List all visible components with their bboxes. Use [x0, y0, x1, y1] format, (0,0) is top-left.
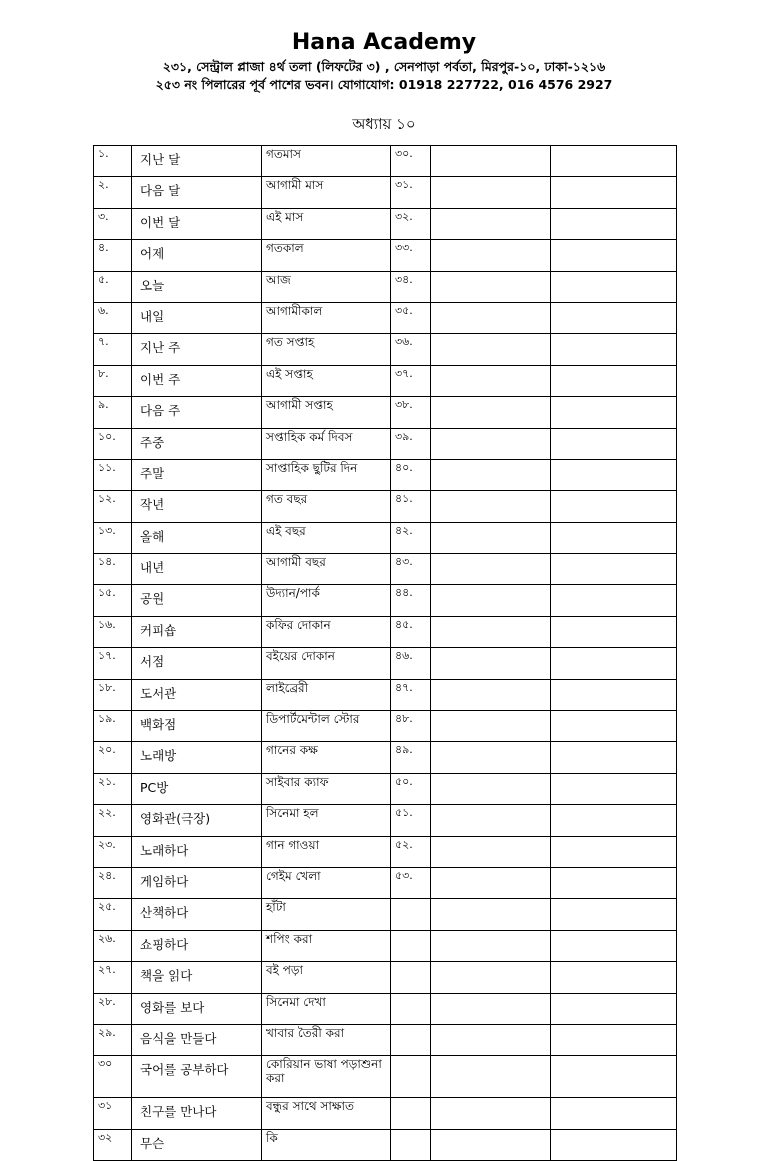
bengali-meaning: আগামী মাস	[262, 177, 391, 208]
blank-korean-cell	[431, 334, 551, 365]
blank-bengali-cell	[551, 1129, 677, 1160]
bengali-meaning: কি	[262, 1129, 391, 1160]
row-number-right: ৪৭.	[391, 679, 431, 710]
row-number: ৯.	[94, 397, 132, 428]
table-row	[94, 459, 677, 490]
korean-word: 도서관	[132, 679, 262, 710]
korean-word: 게임하다	[132, 867, 262, 898]
blank-korean-cell	[431, 1098, 551, 1129]
row-number: ৩২	[94, 1129, 132, 1160]
row-number: ২৭.	[94, 962, 132, 993]
korean-word: 백화점	[132, 711, 262, 742]
blank-korean-cell	[431, 742, 551, 773]
table-row	[94, 742, 677, 773]
table-row	[94, 930, 677, 961]
blank-korean-cell	[431, 993, 551, 1024]
row-number: ৮.	[94, 365, 132, 396]
blank-korean-cell	[431, 899, 551, 930]
row-number-right	[391, 899, 431, 930]
blank-bengali-cell	[551, 648, 677, 679]
korean-word: PC방	[132, 773, 262, 804]
blank-bengali-cell	[551, 962, 677, 993]
row-number-right	[391, 993, 431, 1024]
blank-bengali-cell	[551, 773, 677, 804]
row-number-right	[391, 930, 431, 961]
row-number: ১৫.	[94, 585, 132, 616]
row-number: ২৪.	[94, 867, 132, 898]
table-row	[94, 1129, 677, 1160]
korean-word: 노래하다	[132, 836, 262, 867]
row-number: ৩.	[94, 208, 132, 239]
row-number-right: ৩১.	[391, 177, 431, 208]
row-number: ১০.	[94, 428, 132, 459]
row-number: ১৪.	[94, 554, 132, 585]
bengali-meaning: আগামী সপ্তাহ	[262, 397, 391, 428]
table-row	[94, 365, 677, 396]
row-number-right: ৪০.	[391, 459, 431, 490]
row-number: ৫.	[94, 271, 132, 302]
row-number: ২৮.	[94, 993, 132, 1024]
korean-word: 주중	[132, 428, 262, 459]
blank-bengali-cell	[551, 742, 677, 773]
blank-bengali-cell	[551, 334, 677, 365]
bengali-meaning: খাবার তৈরী করা	[262, 1024, 391, 1055]
korean-word: 쇼핑하다	[132, 930, 262, 961]
blank-bengali-cell	[551, 1024, 677, 1055]
bengali-meaning: গতমাস	[262, 146, 391, 177]
blank-bengali-cell	[551, 208, 677, 239]
bengali-meaning: গত সপ্তাহ	[262, 334, 391, 365]
blank-korean-cell	[431, 302, 551, 333]
row-number-right: ৫৩.	[391, 867, 431, 898]
korean-word: 어제	[132, 240, 262, 271]
table-row	[94, 1024, 677, 1055]
row-number-right	[391, 1024, 431, 1055]
row-number-right: ৪৪.	[391, 585, 431, 616]
blank-korean-cell	[431, 962, 551, 993]
row-number: ৩০	[94, 1056, 132, 1098]
bengali-meaning: গানের কক্ষ	[262, 742, 391, 773]
blank-korean-cell	[431, 554, 551, 585]
row-number: ১৮.	[94, 679, 132, 710]
blank-korean-cell	[431, 208, 551, 239]
bengali-meaning: গান গাওয়া	[262, 836, 391, 867]
bengali-meaning: আজ	[262, 271, 391, 302]
table-row	[94, 554, 677, 585]
table-row	[94, 271, 677, 302]
table-row	[94, 491, 677, 522]
row-number-right: ৪৯.	[391, 742, 431, 773]
blank-korean-cell	[431, 773, 551, 804]
korean-word: 친구를 만나다	[132, 1098, 262, 1129]
row-number-right: ৩৯.	[391, 428, 431, 459]
blank-korean-cell	[431, 585, 551, 616]
address-line-1: ২৩১, সেন্ট্রাল প্লাজা ৪র্থ তলা (লিফটের ৩) , সেনপাড়া পর্বতা, মিরপুর-১০, ঢাকা-১২১৬	[162, 59, 606, 74]
table-row	[94, 773, 677, 804]
blank-bengali-cell	[551, 365, 677, 396]
row-number: ১.	[94, 146, 132, 177]
blank-korean-cell	[431, 240, 551, 271]
row-number-right: ৫১.	[391, 805, 431, 836]
blank-korean-cell	[431, 365, 551, 396]
row-number-right: ৫২.	[391, 836, 431, 867]
korean-word: 무슨	[132, 1129, 262, 1160]
row-number: ৪.	[94, 240, 132, 271]
bengali-meaning: এই বছর	[262, 522, 391, 553]
bengali-meaning: গেইম খেলা	[262, 867, 391, 898]
korean-word: 음식을 만들다	[132, 1024, 262, 1055]
blank-bengali-cell	[551, 930, 677, 961]
blank-korean-cell	[431, 459, 551, 490]
table-row	[94, 334, 677, 365]
row-number: ১৭.	[94, 648, 132, 679]
bengali-meaning: বন্ধুর সাথে সাক্ষাত	[262, 1098, 391, 1129]
blank-korean-cell	[431, 805, 551, 836]
table-row	[94, 679, 677, 710]
row-number: ১২.	[94, 491, 132, 522]
row-number-right	[391, 1129, 431, 1160]
blank-bengali-cell	[551, 899, 677, 930]
korean-word: 다음 달	[132, 177, 262, 208]
blank-korean-cell	[431, 1129, 551, 1160]
blank-bengali-cell	[551, 679, 677, 710]
blank-korean-cell	[431, 867, 551, 898]
bengali-meaning: এই মাস	[262, 208, 391, 239]
row-number-right: ৪৫.	[391, 616, 431, 647]
row-number: ২০.	[94, 742, 132, 773]
vocabulary-table	[93, 145, 677, 1161]
blank-bengali-cell	[551, 146, 677, 177]
blank-bengali-cell	[551, 1056, 677, 1098]
row-number-right: ৪৬.	[391, 648, 431, 679]
korean-word: 공원	[132, 585, 262, 616]
korean-word: 지난 달	[132, 146, 262, 177]
korean-word: 영화관(극장)	[132, 805, 262, 836]
blank-bengali-cell	[551, 240, 677, 271]
row-number-right: ৩২.	[391, 208, 431, 239]
row-number-right: ৩৮.	[391, 397, 431, 428]
korean-word: 올해	[132, 522, 262, 553]
blank-bengali-cell	[551, 459, 677, 490]
row-number: ১৩.	[94, 522, 132, 553]
bengali-meaning: আগামীকাল	[262, 302, 391, 333]
blank-bengali-cell	[551, 302, 677, 333]
blank-korean-cell	[431, 522, 551, 553]
table-row	[94, 899, 677, 930]
row-number: ২৫.	[94, 899, 132, 930]
bengali-meaning: সপ্তাহিক কর্ম দিবস	[262, 428, 391, 459]
korean-word: 이번 달	[132, 208, 262, 239]
korean-word: 영화를 보다	[132, 993, 262, 1024]
korean-word: 커피숍	[132, 616, 262, 647]
row-number-right: ৩০.	[391, 146, 431, 177]
bengali-meaning: সাইবার ক্যাফ	[262, 773, 391, 804]
bengali-meaning: কফির দোকান	[262, 616, 391, 647]
bengali-meaning: সিনেমা হল	[262, 805, 391, 836]
korean-word: 이번 주	[132, 365, 262, 396]
table-row	[94, 993, 677, 1024]
korean-word: 노래방	[132, 742, 262, 773]
row-number-right	[391, 962, 431, 993]
bengali-meaning: ডিপার্টমেন্টাল স্টোর	[262, 711, 391, 742]
vocabulary-table-body	[94, 146, 677, 1161]
blank-bengali-cell	[551, 522, 677, 553]
korean-word: 지난 주	[132, 334, 262, 365]
page-header	[0, 28, 768, 94]
blank-bengali-cell	[551, 271, 677, 302]
table-row	[94, 711, 677, 742]
bengali-meaning: উদ্যান/পার্ক	[262, 585, 391, 616]
korean-word: 다음 주	[132, 397, 262, 428]
row-number-right: ৪১.	[391, 491, 431, 522]
blank-korean-cell	[431, 616, 551, 647]
row-number-right: ৩৪.	[391, 271, 431, 302]
blank-bengali-cell	[551, 585, 677, 616]
row-number-right: ৩৭.	[391, 365, 431, 396]
korean-word: 국어를 공부하다	[132, 1056, 262, 1098]
korean-word: 오늘	[132, 271, 262, 302]
table-row	[94, 805, 677, 836]
blank-korean-cell	[431, 679, 551, 710]
row-number: ৬.	[94, 302, 132, 333]
bengali-meaning: বইয়ের দোকান	[262, 648, 391, 679]
blank-bengali-cell	[551, 428, 677, 459]
bengali-meaning: কোরিয়ান ভাষা পড়াশুনা করা	[262, 1056, 391, 1098]
row-number-right: ৩৬.	[391, 334, 431, 365]
blank-bengali-cell	[551, 993, 677, 1024]
table-row	[94, 1056, 677, 1098]
blank-korean-cell	[431, 146, 551, 177]
row-number: ২৯.	[94, 1024, 132, 1055]
row-number-right: ৫০.	[391, 773, 431, 804]
row-number: ৭.	[94, 334, 132, 365]
blank-korean-cell	[431, 491, 551, 522]
row-number: ১৯.	[94, 711, 132, 742]
row-number: ২৩.	[94, 836, 132, 867]
blank-korean-cell	[431, 1056, 551, 1098]
blank-korean-cell	[431, 1024, 551, 1055]
blank-korean-cell	[431, 711, 551, 742]
bengali-meaning: লাইব্রেরী	[262, 679, 391, 710]
blank-korean-cell	[431, 930, 551, 961]
korean-word: 책을 읽다	[132, 962, 262, 993]
table-row	[94, 208, 677, 239]
bengali-meaning: সিনেমা দেখা	[262, 993, 391, 1024]
row-number: ৩১	[94, 1098, 132, 1129]
blank-korean-cell	[431, 397, 551, 428]
row-number: ২২.	[94, 805, 132, 836]
korean-word: 주말	[132, 459, 262, 490]
bengali-meaning: আগামী বছর	[262, 554, 391, 585]
table-row	[94, 836, 677, 867]
row-number: ২.	[94, 177, 132, 208]
table-row	[94, 522, 677, 553]
blank-korean-cell	[431, 428, 551, 459]
bengali-meaning: গতকাল	[262, 240, 391, 271]
row-number: ১৬.	[94, 616, 132, 647]
blank-bengali-cell	[551, 616, 677, 647]
blank-bengali-cell	[551, 177, 677, 208]
table-row	[94, 240, 677, 271]
bengali-meaning: সাপ্তাহিক ছুটির দিন	[262, 459, 391, 490]
table-row	[94, 302, 677, 333]
table-row	[94, 616, 677, 647]
row-number-right: ৪২.	[391, 522, 431, 553]
row-number-right: ৩৫.	[391, 302, 431, 333]
row-number-right	[391, 1056, 431, 1098]
bengali-meaning: শপিং করা	[262, 930, 391, 961]
bengali-meaning: এই সপ্তাহ	[262, 365, 391, 396]
bengali-meaning: হাঁটা	[262, 899, 391, 930]
row-number-right: ৪৩.	[391, 554, 431, 585]
blank-bengali-cell	[551, 397, 677, 428]
table-row	[94, 146, 677, 177]
blank-korean-cell	[431, 648, 551, 679]
korean-word: 작년	[132, 491, 262, 522]
table-row	[94, 428, 677, 459]
blank-bengali-cell	[551, 836, 677, 867]
row-number: ২১.	[94, 773, 132, 804]
blank-bengali-cell	[551, 1098, 677, 1129]
address-line-2: ২৫৩ নং পিলারের পূর্ব পাশের ভবন। যোগাযোগ: 01918 227722, 016 4576 2927	[155, 77, 613, 92]
row-number-right: ৩৩.	[391, 240, 431, 271]
blank-korean-cell	[431, 271, 551, 302]
table-row	[94, 1098, 677, 1129]
blank-bengali-cell	[551, 491, 677, 522]
table-row	[94, 397, 677, 428]
row-number: ২৬.	[94, 930, 132, 961]
table-row	[94, 962, 677, 993]
table-row	[94, 177, 677, 208]
blank-bengali-cell	[551, 867, 677, 898]
blank-korean-cell	[431, 836, 551, 867]
korean-word: 내년	[132, 554, 262, 585]
table-row	[94, 648, 677, 679]
row-number-right	[391, 1098, 431, 1129]
korean-word: 서점	[132, 648, 262, 679]
blank-korean-cell	[431, 177, 551, 208]
blank-bengali-cell	[551, 554, 677, 585]
row-number-right: ৪৮.	[391, 711, 431, 742]
bengali-meaning: বই পড়া	[262, 962, 391, 993]
chapter-title: অধ্যায় ১০	[352, 115, 416, 133]
table-row	[94, 867, 677, 898]
org-name: Hana Academy	[291, 30, 477, 55]
korean-word: 산책하다	[132, 899, 262, 930]
blank-bengali-cell	[551, 711, 677, 742]
bengali-meaning: গত বছর	[262, 491, 391, 522]
table-row	[94, 585, 677, 616]
blank-bengali-cell	[551, 805, 677, 836]
row-number: ১১.	[94, 459, 132, 490]
korean-word: 내일	[132, 302, 262, 333]
